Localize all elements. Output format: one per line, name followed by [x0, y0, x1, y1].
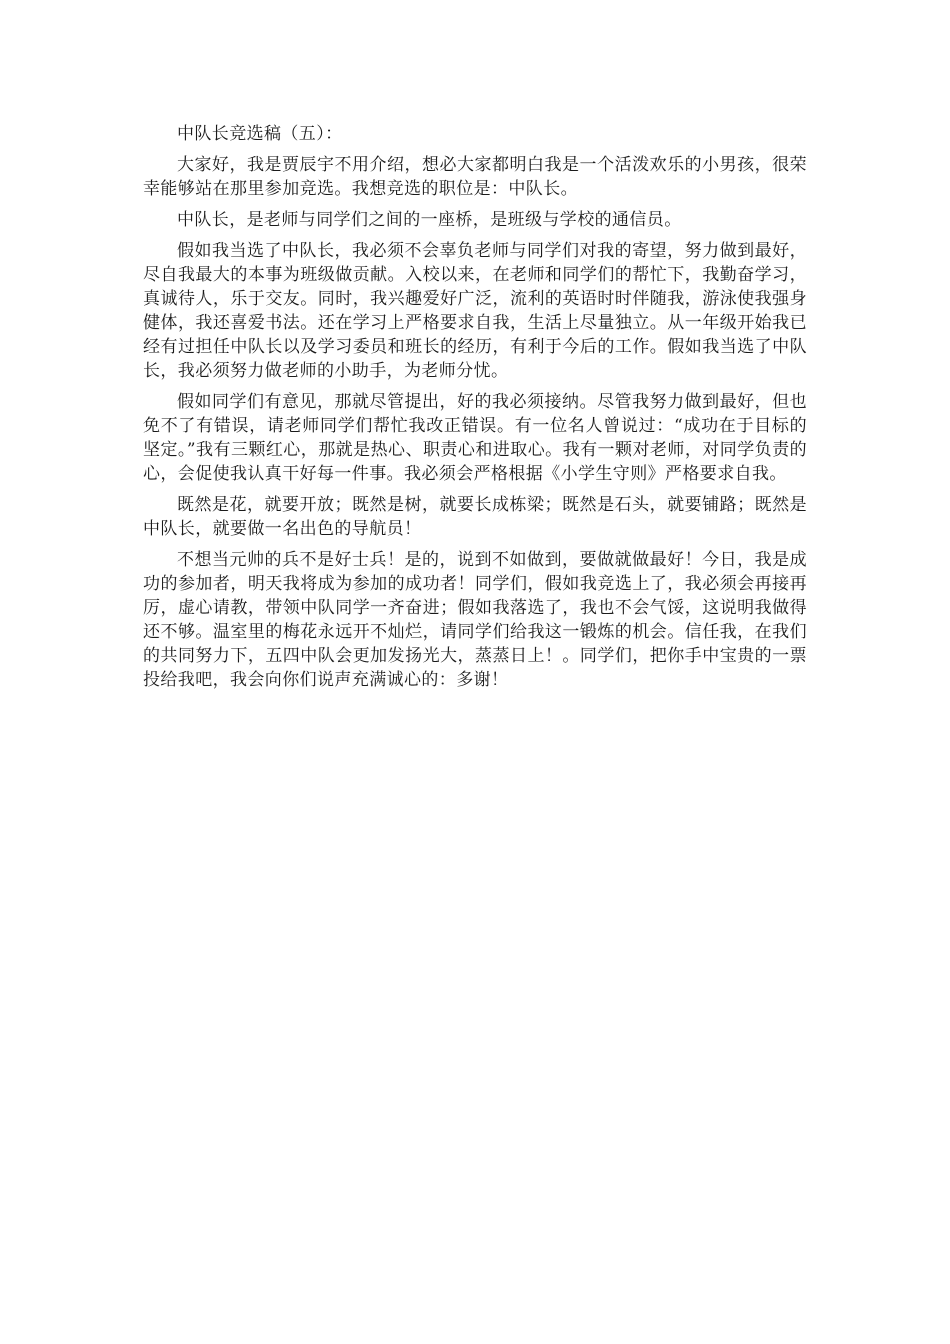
paragraph-greeting: 大家好，我是贾辰宇不用介绍，想必大家都明白我是一个活泼欢乐的小男孩，很荣幸能够站在那里参加竞选。我想竞选的职位是：中队长。	[143, 155, 807, 199]
paragraph-closing: 不想当元帅的兵不是好士兵！是的，说到不如做到，要做就做最好！今日，我是成功的参加者，明天我将成为参加的成功者！同学们，假如我竞选上了，我必须会再接再厉，虚心请教，带领中队同学一齐奋进；假如我落选了，我也不会气馁，这说明我做得还不够。温室里的梅花永远开不灿烂，请同学们给我这一锻炼的机会。信任我，在我们的共同努力下，五四中队会更加发扬光大，蒸蒸日上！。同学们，把你手中宝贵的一票投给我吧，我会向你们说声充满诚心的：多谢！	[143, 550, 807, 690]
paragraph-role: 中队长，是老师与同学们之间的一座桥，是班级与学校的通信员。	[177, 210, 682, 230]
document-body	[143, 122, 807, 699]
paragraph-commitment: 假如我当选了中队长，我必须不会辜负老师与同学们对我的寄望，努力做到最好，尽自我最大的本事为班级做贡献。入校以来，在老师和同学们的帮忙下，我勤奋学习，真诚待人，乐于交友。同时，我兴趣爱好广泛，流利的英语时时伴随我，游泳使我强身健体，我还喜爱书法。还在学习上严格要求自我，生活上尽量独立。从一年级开始我已经有过担任中队长以及学习委员和班长的经历，有利于今后的工作。假如我当选了中队长，我必须努力做老师的小助手，为老师分忧。	[143, 241, 807, 381]
paragraph-metaphor: 既然是花，就要开放；既然是树，就要长成栋梁；既然是石头，就要铺路；既然是中队长，就要做一名出色的导航员！	[143, 495, 807, 539]
paragraph-feedback: 假如同学们有意见，那就尽管提出，好的我必须接纳。尽管我努力做到最好，但也免不了有错误，请老师同学们帮忙我改正错误。有一位名人曾说过：“成功在于目标的坚定。”我有三颗红心，那就是热心、职责心和进取心。我有一颗对老师，对同学负责的心，会促使我认真干好每一件事。我必须会严格根据《小学生守则》严格要求自我。	[143, 392, 807, 484]
document-title: 中队长竞选稿（五）：	[177, 124, 343, 144]
